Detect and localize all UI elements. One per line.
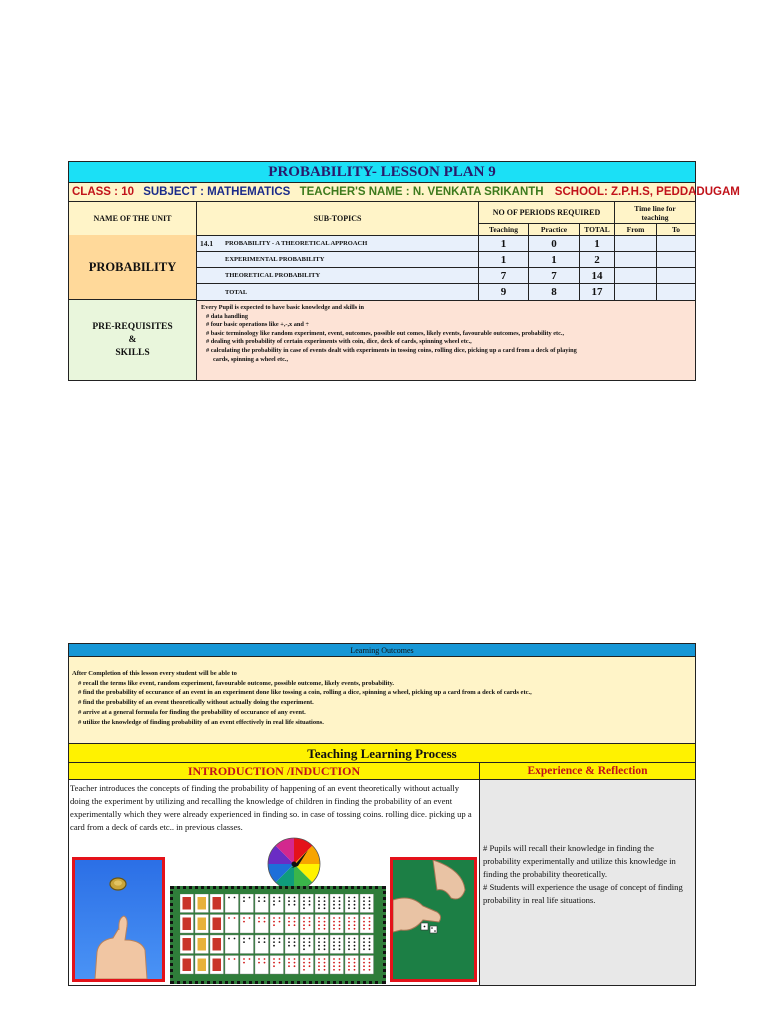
deck-of-cards-image <box>170 886 386 984</box>
prerequisites-cell <box>68 300 197 381</box>
playing-card <box>180 956 194 975</box>
playing-card <box>270 935 284 954</box>
coin-toss-image <box>72 857 165 982</box>
outcome-line: # arrive at a general formula for finding the probability of occurance of any event. <box>78 708 306 716</box>
header-timeline: Time line for teaching <box>614 202 696 224</box>
playing-card <box>300 956 314 975</box>
subtopic-row-1 <box>196 235 479 252</box>
subtopic-label: THEORETICAL PROBABILITY <box>225 272 321 279</box>
practice-value: 7 <box>528 267 580 284</box>
playing-card <box>270 956 284 975</box>
playing-card <box>255 894 269 913</box>
header-subtopics: SUB-TOPICS <box>196 202 479 236</box>
dice-hand-icon <box>393 860 474 979</box>
experience-line: # Pupils will recall their knowledge in finding the probability experimentally and utilize this knowledge in finding the probability theoretically. <box>483 843 676 879</box>
teaching-value: 9 <box>478 283 529 301</box>
experience-heading: Experience & Reflection <box>480 763 696 780</box>
playing-card <box>330 894 344 913</box>
prereq-line: PRE-REQUISITES <box>92 321 173 332</box>
from-cell <box>614 283 657 301</box>
lesson-plan-title: PROBABILITY- LESSON PLAN 9 <box>68 161 696 183</box>
playing-card <box>345 894 359 913</box>
teacher-label: TEACHER'S NAME : N. VENKATA SRIKANTH <box>299 186 544 198</box>
prereq-line: & <box>128 334 137 345</box>
playing-card <box>225 956 239 975</box>
class-label: CLASS : 10 <box>72 186 134 198</box>
playing-card <box>330 935 344 954</box>
from-cell <box>614 235 657 252</box>
header-to: To <box>656 223 696 236</box>
subtopic-row-3 <box>196 267 479 284</box>
header-periods: NO OF PERIODS REQUIRED <box>478 202 615 224</box>
subtopic-label: TOTAL <box>225 288 248 296</box>
playing-card <box>345 935 359 954</box>
from-cell <box>614 267 657 284</box>
playing-card <box>210 915 224 934</box>
playing-card <box>270 894 284 913</box>
to-cell <box>656 235 696 252</box>
to-cell <box>656 283 696 301</box>
experience-line: # Students will experience the usage of concept of finding probability in real life situations. <box>483 882 683 905</box>
playing-card <box>210 956 224 975</box>
teaching-value: 1 <box>478 251 529 268</box>
header-unit: NAME OF THE UNIT <box>68 202 197 236</box>
introduction-text: Teacher introduces the concepts of finding the probability of happening of an event theoretically without actually doing the experiment by utilizing and recalling the knowledge of children in finding the probability of an event experimentally which they were already experienced in finding so. in case of tossing coins. rolling dice. picking up a card from a deck of cards etc.. in previous classes. <box>70 783 472 832</box>
playing-card <box>195 935 209 954</box>
to-cell <box>656 251 696 268</box>
school-label: SCHOOL: Z.P.H.S, PEDDADUGAM <box>554 186 740 198</box>
playing-card <box>360 956 374 975</box>
skills-line: # basic terminology like random experiment, event, outcomes, possible out comes, likely events, favourable outcomes, probability etc., <box>206 329 565 337</box>
playing-card <box>330 915 344 934</box>
playing-card <box>270 915 284 934</box>
playing-card <box>210 935 224 954</box>
teaching-learning-process-title: Teaching Learning Process <box>68 744 696 763</box>
playing-card <box>285 915 299 934</box>
playing-card <box>285 894 299 913</box>
total-value: 2 <box>579 251 615 268</box>
playing-card <box>315 915 329 934</box>
playing-card <box>255 915 269 934</box>
playing-card <box>225 915 239 934</box>
to-cell <box>656 267 696 284</box>
playing-card <box>240 894 254 913</box>
playing-card <box>285 935 299 954</box>
playing-card <box>180 915 194 934</box>
playing-card <box>345 956 359 975</box>
outcome-line: After Completion of this lesson every student will be able to <box>72 670 237 677</box>
skills-cell <box>196 300 696 381</box>
spinning-wheel-image <box>266 836 322 892</box>
header-teaching: Teaching <box>478 223 529 236</box>
subtopic-row-total <box>196 283 479 301</box>
playing-card <box>345 915 359 934</box>
skills-line: # calculating the probability in case of events dealt with experiments in tossing coins, rolling dice, picking up a card from a deck of playing <box>206 346 577 354</box>
playing-card <box>240 935 254 954</box>
teaching-value: 1 <box>478 235 529 252</box>
unit-name-cell: PROBABILITY <box>68 235 197 300</box>
playing-card <box>330 956 344 975</box>
skills-line: # data handling <box>206 312 248 320</box>
total-value: 14 <box>579 267 615 284</box>
lesson-info-row <box>68 183 740 202</box>
introduction-heading: INTRODUCTION /INDUCTION <box>68 763 480 780</box>
playing-card <box>195 956 209 975</box>
skills-line: # four basic operations like +,-,x and ÷ <box>206 321 309 329</box>
practice-value: 0 <box>528 235 580 252</box>
playing-card <box>300 894 314 913</box>
playing-card <box>315 894 329 913</box>
playing-card <box>255 935 269 954</box>
subtopic-code: 14.1 <box>200 239 214 248</box>
learning-outcomes-title: Learning Outcomes <box>68 643 696 657</box>
playing-card <box>255 956 269 975</box>
practice-value: 1 <box>528 251 580 268</box>
subtopic-label: PROBABILITY - A THEORETICAL APPROACH <box>225 240 368 247</box>
playing-card <box>180 894 194 913</box>
playing-card <box>285 956 299 975</box>
playing-card <box>210 894 224 913</box>
playing-card <box>195 894 209 913</box>
playing-card <box>225 935 239 954</box>
practice-value: 8 <box>528 283 580 301</box>
playing-card <box>300 935 314 954</box>
outcome-line: # recall the terms like event, random experiment, favourable outcome, possible outcome, likely events, probability. <box>78 679 395 687</box>
playing-card <box>195 915 209 934</box>
header-from: From <box>614 223 657 236</box>
subtopic-row-2 <box>196 251 479 268</box>
subject-label: SUBJECT : MATHEMATICS <box>143 186 291 198</box>
outcome-line: # find the probability of an event theoretically without actually doing the experiment. <box>78 699 314 707</box>
outcome-line: # utilize the knowledge of finding probability of an event effectively in real life situations. <box>78 718 324 726</box>
header-total: TOTAL <box>579 223 615 236</box>
prereq-line: SKILLS <box>115 347 150 358</box>
playing-card <box>180 935 194 954</box>
playing-card <box>315 935 329 954</box>
playing-card <box>240 915 254 934</box>
playing-card <box>315 956 329 975</box>
total-value: 17 <box>579 283 615 301</box>
playing-card <box>240 956 254 975</box>
dice-roll-image <box>390 857 477 982</box>
playing-card <box>360 935 374 954</box>
experience-cell <box>480 780 696 986</box>
playing-card <box>225 894 239 913</box>
learning-outcomes-body <box>68 657 696 744</box>
skills-line: cards, spinning a wheel etc., <box>213 355 289 363</box>
cards-grid-icon <box>180 894 376 976</box>
coin-hand-icon <box>75 860 162 979</box>
total-value: 1 <box>579 235 615 252</box>
playing-card <box>300 915 314 934</box>
subtopic-label: EXPERIMENTAL PROBABILITY <box>225 256 325 263</box>
playing-card <box>360 915 374 934</box>
skills-line: # dealing with probability of certain experiments with coin, dice, deck of cards, spinning wheel etc., <box>206 338 472 346</box>
from-cell <box>614 251 657 268</box>
playing-card <box>360 894 374 913</box>
outcome-line: # find the probability of occurance of an event in an experiment done like tossing a coin, rolling a dice, spinning a wheel, picking up a card from a deck of cards etc., <box>78 689 532 697</box>
header-practice: Practice <box>528 223 580 236</box>
teaching-value: 7 <box>478 267 529 284</box>
spinner-icon <box>266 836 322 892</box>
skills-line: Every Pupil is expected to have basic knowledge and skills in <box>201 304 365 311</box>
